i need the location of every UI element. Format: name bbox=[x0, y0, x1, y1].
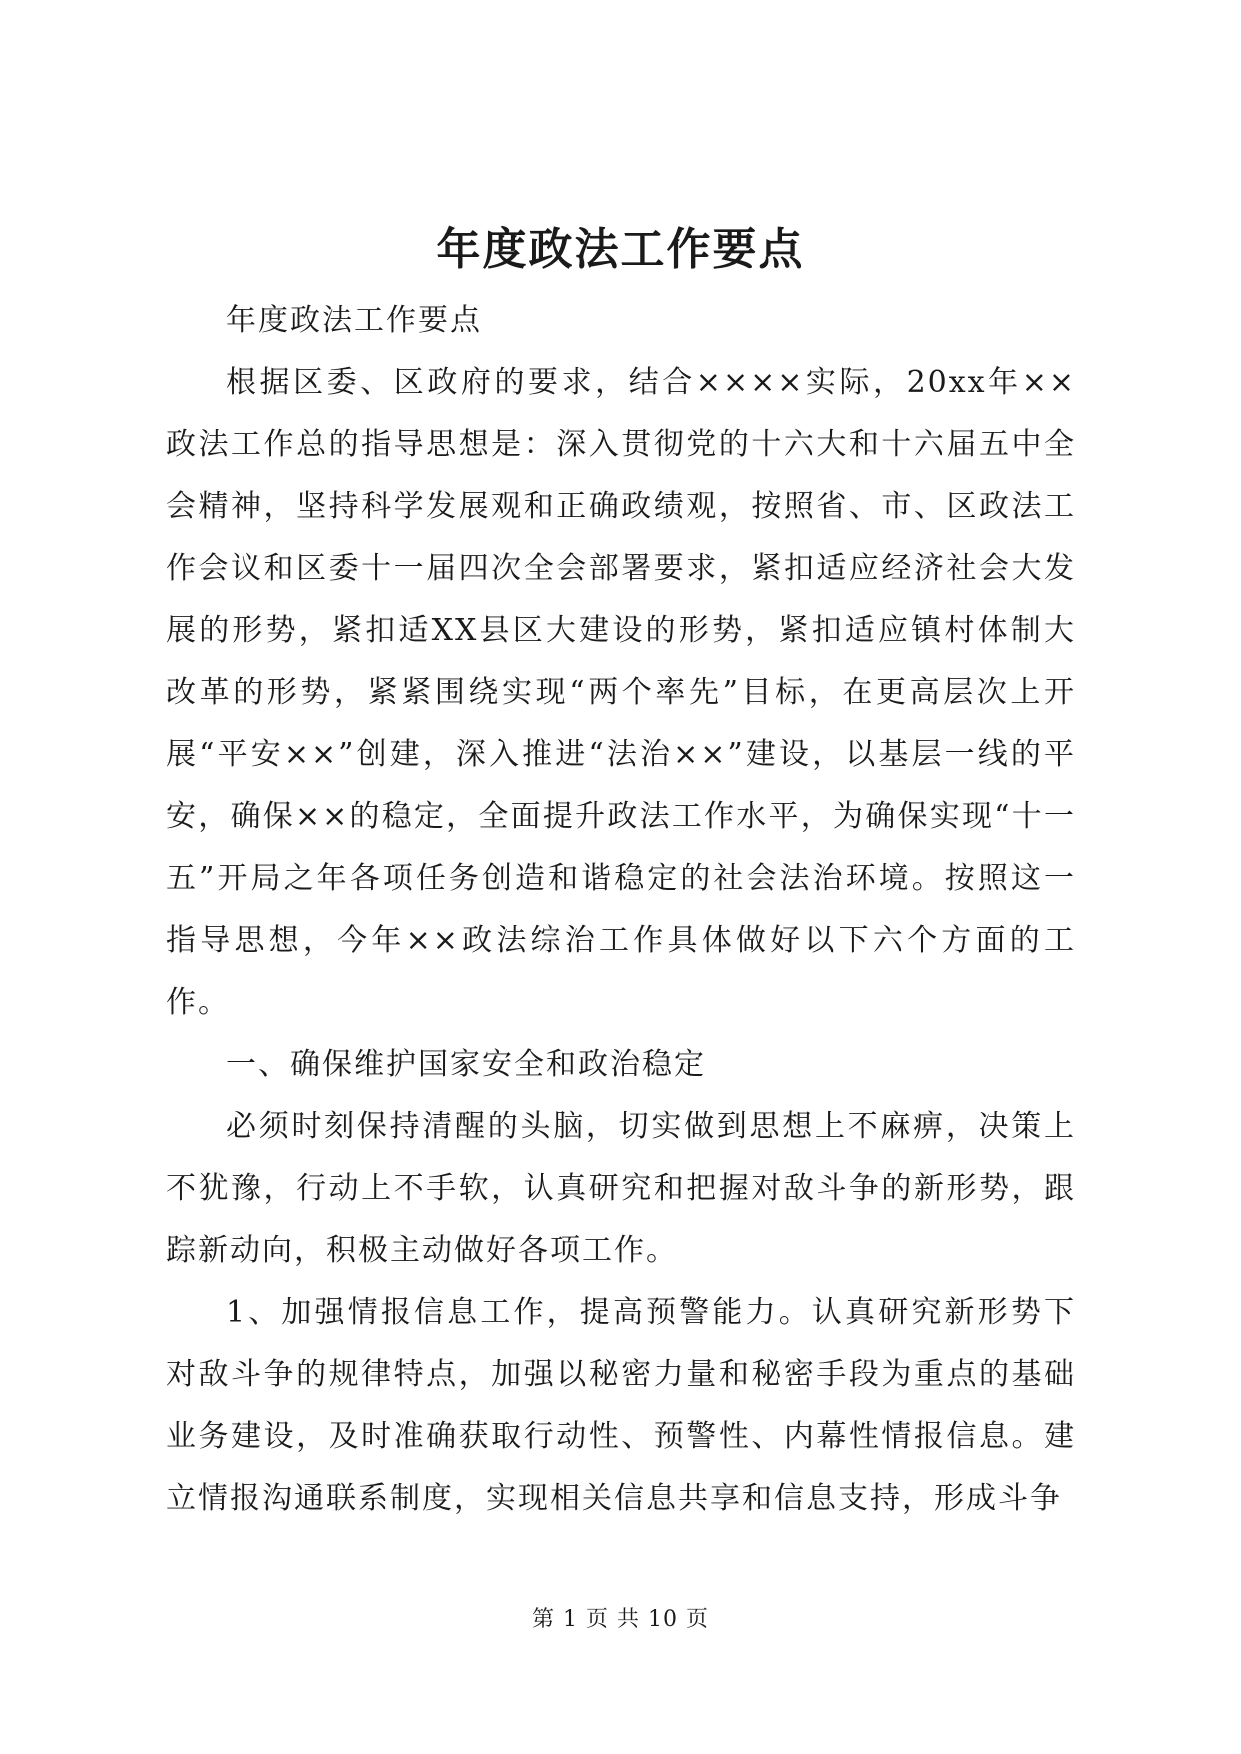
section-heading: 一、确保维护国家安全和政治稳定 bbox=[226, 1047, 706, 1082]
paragraph: 1、加强情报信息工作，提高预警能力。认真研究新形势下对敌斗争的规律特点，加强以秘密力量和秘密手段为重点的基础业务建设，及时准确获取行动性、预警性、内幕性情报信息。建立情报沟通联系制度，实现相关信息共享和信息支持，形成斗争 bbox=[166, 1295, 1076, 1516]
document-title: 年度政法工作要点 bbox=[436, 224, 805, 275]
page-number-footer: 第 1 页 共 10 页 bbox=[532, 1607, 709, 1632]
document-body bbox=[166, 290, 1076, 1530]
paragraph: 根据区委、区政府的要求，结合××××实际，20xx年××政法工作总的指导思想是：深入贯彻党的十六大和十六届五中全会精神，坚持科学发展观和正确政绩观，按照省、市、区政法工作会议和区委十一届四次全会部署要求，紧扣适应经济社会大发展的形势，紧扣适XX县区大建设的形势，紧扣适应镇村体制大改革的形势，紧紧围绕实现“两个率先”目标，在更高层次上开展“平安××”创建，深入推进“法治××”建设，以基层一线的平安，确保××的稳定，全面提升政法工作水平，为确保实现“十一五”开局之年各项任务创造和谐稳定的社会法治环境。按照这一指导思想，今年××政法综治工作具体做好以下六个方面的工作。 bbox=[166, 365, 1076, 1020]
paragraph: 必须时刻保持清醒的头脑，切实做到思想上不麻痹，决策上不犹豫，行动上不手软，认真研究和把握对敌斗争的新形势，跟踪新动向，积极主动做好各项工作。 bbox=[166, 1109, 1076, 1268]
paragraph: 年度政法工作要点 bbox=[226, 303, 482, 338]
